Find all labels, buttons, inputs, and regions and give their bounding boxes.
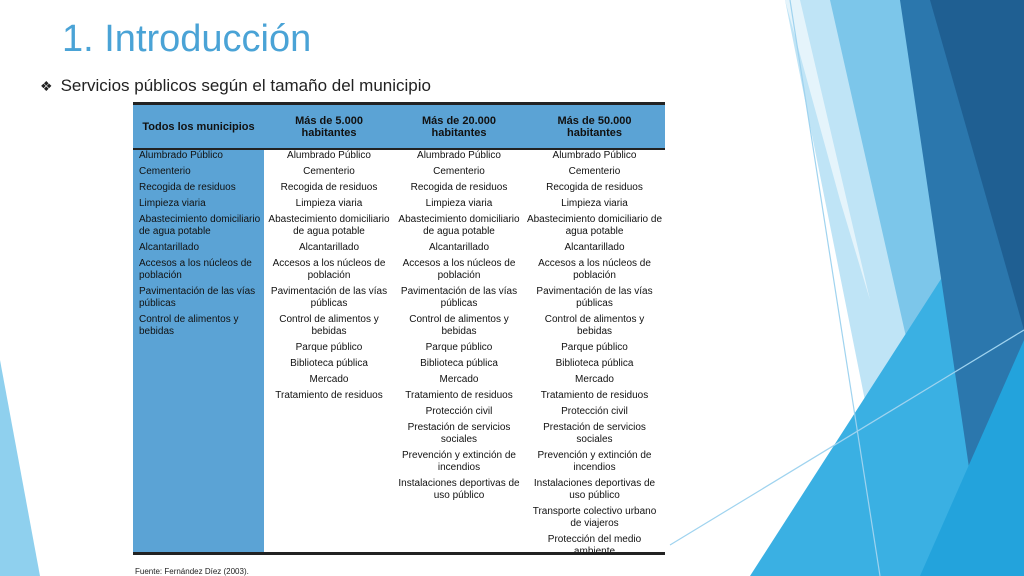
table-cell: Tratamiento de residuos [275,390,383,401]
table-cell: Pavimentación de las vías públicas [139,286,256,309]
table-cell: Accesos a los núcleos de población [139,258,252,281]
table-cell: Mercado [439,374,479,385]
table-cell: Instalaciones deportivas de uso público [533,478,656,501]
table-cell: Instalaciones deportivas de uso público [398,478,520,501]
table-cell: Control de alimentos y bebidas [544,314,645,337]
first-column-fill [133,150,264,552]
table-cell: Accesos a los núcleos de población [272,258,386,281]
table-cell: Control de alimentos y bebidas [409,314,509,337]
table-cell: Alcantarillado [564,242,625,253]
table-cell: Alcantarillado [139,242,200,253]
table-cell: Alumbrado Público [287,150,371,161]
table-cell: Pavimentación de las vías públicas [400,286,518,309]
table-cell: Mercado [575,374,614,385]
table-cell: Biblioteca pública [555,358,634,369]
header-5000: Más de 5.000 habitantes [264,105,394,148]
table-cell: Abastecimiento domiciliario de agua potable [526,214,663,237]
table-cell: Prestación de servicios sociales [543,422,646,445]
diamond-bullet-icon: ❖ [40,77,53,94]
table-cell: Parque público [425,342,493,353]
table-cell: Cementerio [303,166,355,177]
table-cell: Recogida de residuos [280,182,378,193]
table-cell: Prestación de servicios sociales [407,422,511,445]
left-light-triangle [0,360,40,576]
table-cell: Biblioteca pública [290,358,368,369]
table-cell: Limpieza viaria [295,198,363,209]
subtitle-text: Servicios públicos según el tamaño del municipio [60,76,431,95]
table-cell: Abastecimiento domiciliario de agua potable [268,214,390,237]
table-cell: Limpieza viaria [425,198,493,209]
table-cell: Protección del medio [547,534,642,545]
table-cell: Tratamiento de residuos [540,390,649,401]
table-cell: Control de alimentos y bebidas [279,314,379,337]
header-todos: Todos los municipios [133,105,264,148]
table-cell: Recogida de residuos [410,182,508,193]
table-cell: Accesos a los núcleos de población [402,258,516,281]
table-cell: Limpieza viaria [139,198,206,209]
header-50000: Más de 50.000 habitantes [524,105,665,148]
subtitle-bullet [40,76,431,96]
table-cell: Accesos a los núcleos de población [538,258,651,281]
header-20000: Más de 20.000 habitantes [394,105,524,148]
table-cell: Alcantarillado [428,242,490,253]
table-cell: Cementerio [568,166,621,177]
table-cell: Alumbrado Público [139,150,223,161]
table-cell: Abastecimiento domiciliario de agua potable [398,214,520,237]
table-cell: Alumbrado Público [552,150,637,161]
table-cell: Control de alimentos y bebidas [139,314,239,337]
table-cell: Pavimentación de las vías públicas [536,286,653,309]
table-cell: Prevención y extinción de incendios [402,450,516,473]
table-cell: Cementerio [433,166,485,177]
table-cell: Protección civil [561,406,628,417]
table-cell: Tratamiento de residuos [405,390,513,401]
table-bottom-rule [133,552,665,555]
table-cell: Pavimentación de las vías públicas [270,286,388,309]
table-cell: Parque público [295,342,363,353]
table-cell: Abastecimiento domiciliario de agua potable [139,214,261,237]
source-note: Fuente: Fernández Díez (2003). [135,567,249,576]
table-cell: Recogida de residuos [546,182,643,193]
table-cell: Protección civil [425,406,493,417]
table-cell: Recogida de residuos [139,182,236,193]
table-cell: Alcantarillado [298,242,360,253]
slide-title: 1. Introducción [62,18,312,60]
table-cell: Limpieza viaria [561,198,628,209]
table-cell: Biblioteca pública [420,358,498,369]
services-table [133,102,665,556]
table-cell: Cementerio [139,166,191,177]
table-cell: Transporte colectivo urbano de viajeros [532,506,657,529]
table-cell: Prevención y extinción de incendios [537,450,652,473]
table-cell: Parque público [561,342,628,353]
table-cell: Alumbrado Público [417,150,501,161]
table-cell: Mercado [309,374,349,385]
